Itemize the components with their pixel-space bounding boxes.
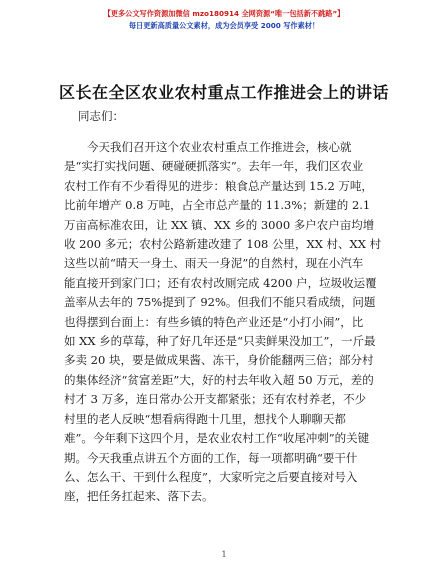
body-line: 农村工作有不少看得见的进步：粮食总产量达到 15.2 万吨，	[64, 178, 373, 193]
body-line: 多卖 20 块，要是做成果酱、冻干，身价能翻两三倍；部分村	[64, 353, 374, 368]
body-line: 收 200 多元；农村公路新建改建了 108 公里，XX 村、XX 村	[64, 237, 382, 252]
promo-line-2: 每日更新高质量公文素材，成为会员享受 2000 写作素材！	[128, 21, 320, 30]
body-line: 比前年增产 0.8 万吨，占全市总产量的 11.3%；新建的 2.1	[64, 198, 371, 213]
body-line: 如 XX 乡的草莓，种了好几年还是“只卖鲜果没加工”，一斤最	[64, 334, 376, 349]
promo-banner	[0, 8, 448, 32]
body-line: 盖率从去年的 75%提到了 92%。但我们不能只看成绩，问题	[64, 295, 376, 310]
body-line: 座，把任务扛起来、落下去。	[64, 489, 214, 504]
body-line: 难”。今年剩下这四个月，是农业农村工作“收尾冲刺”的关键	[64, 431, 370, 446]
document-title: 区长在全区农业农村重点工作推进会上的讲话	[58, 83, 389, 102]
body-line: 的集体经济“贫富差距”大，好的村去年收入超 50 万元，差的	[64, 372, 374, 387]
body-line: 村里的老人反映“想看病得跑十几里，想找个人聊聊天都	[64, 411, 346, 426]
body-line: 期。今天我重点讲五个方面的工作，每一项都明确“要干什	[64, 450, 358, 465]
body-line: 村才 3 万多，连日常办公开支都紧张；还有农村养老，不少	[64, 392, 367, 407]
greeting: 同志们：	[78, 109, 124, 123]
body-line: 这些以前“晴天一身土、雨天一身泥”的自然村，现在小汽车	[64, 256, 364, 271]
body-line: 能直接开到家门口；还有农村改厕完成 4200 户，垃圾收运覆	[64, 275, 377, 290]
page-number: 1	[221, 550, 227, 559]
body-line: 是“实打实找问题、硬碰硬抓落实”。去年一年，我们区农业	[64, 159, 364, 174]
speech-body	[64, 138, 384, 507]
promo-line-1: 【更多公文写作资源加微信 mzo180914 全网资源“唯一包括新不跳路”】	[103, 9, 345, 18]
body-line: 万亩高标准农田，让 XX 镇、XX 乡的 3000 多户农户亩均增	[64, 217, 375, 232]
body-line: 么、怎么干、干到什么程度”，大家听完之后要直接对号入	[64, 469, 358, 484]
body-line: 今天我们召开这个农业农村重点工作推进会，核心就	[87, 140, 352, 154]
body-line: 也得摆到台面上：有些乡镇的特色产业还是“小打小闹”，比	[64, 314, 364, 329]
